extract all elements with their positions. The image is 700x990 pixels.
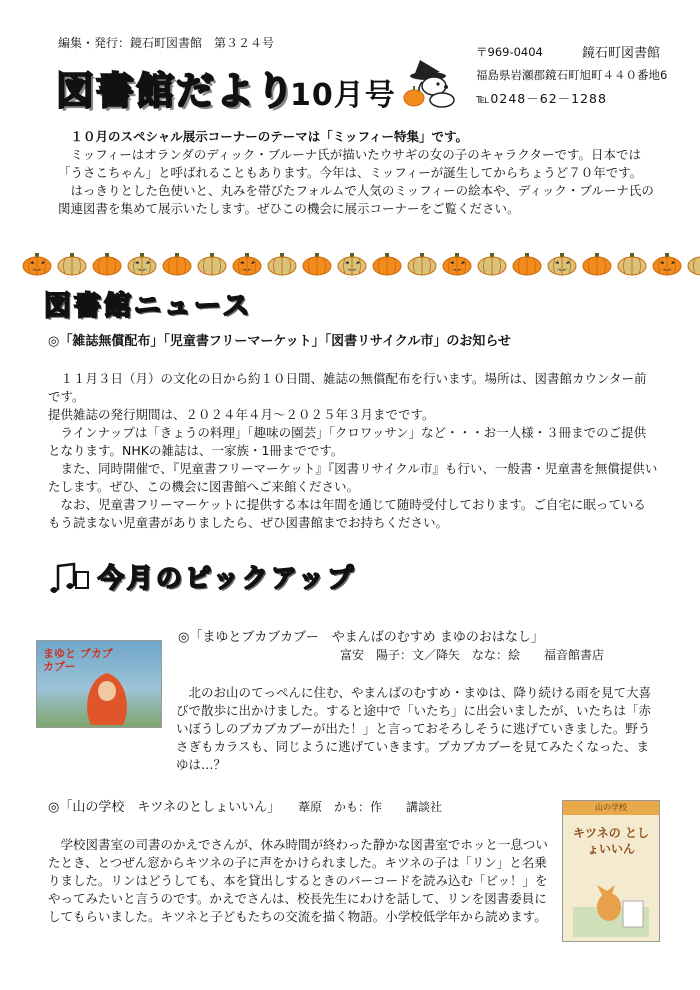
pumpkin-icon xyxy=(687,252,700,276)
newsletter-title: 図書館だより xyxy=(56,69,297,113)
book1-title: ◎「まゆとブカブカブー やまんばのむすめ まゆのおはなし」 xyxy=(178,630,544,645)
pumpkin-icon xyxy=(92,252,122,276)
fox-illustration xyxy=(573,867,649,937)
jack-o-lantern-icon xyxy=(22,252,52,276)
pumpkin-icon xyxy=(162,252,192,276)
library-name: 鏡石町図書館 xyxy=(582,46,661,61)
jack-o-lantern-icon xyxy=(442,252,472,276)
cover-title: まゆと ブカブカブー xyxy=(43,647,113,673)
news-paragraph: なお、児童書フリーマーケットに提供する本は年間を通じて随時受付しております。ご自宅に眠っているもう読まない児童書がありましたら、ぜひ図書館までお持ちください。 xyxy=(48,497,646,530)
jack-o-lantern-icon xyxy=(652,252,682,276)
pumpkin-icon xyxy=(582,252,612,276)
book2-description: 学校図書室の司書のかえでさんが、休み時間が終わった静かな図書室でホッと一息ついたとき、とつぜん窓からキツネの子に声をかけられました。キツネの子は「リン」と名乗りました。リンはどうしても、本を貸出しするときのバーコードを読み込む「ピッ！」をやってみたいと言うのです。かえでさんは、校長先生にわけを話して、リンを図書委員にしてもらいました。キツネと子どもたちの交流を描く物語。小学校低学年から読めます。 xyxy=(48,837,548,924)
news-heading: 図書館ニュース xyxy=(44,291,253,322)
pumpkin-icon xyxy=(512,252,542,276)
cover-title: キツネの としょいいん xyxy=(573,826,649,856)
library-address: 福島県岩瀬郡鏡石町旭町４４０番地6 xyxy=(476,68,668,82)
intro-line: １０月のスペシャル展示コーナーのテーマは「ミッフィー特集」です。 xyxy=(70,129,469,144)
book1-credit: 富安 陽子：文／降矢 なな：絵 福音館書店 xyxy=(340,648,605,662)
book-cover-kitsune xyxy=(562,800,660,942)
book-cover-mayu xyxy=(36,640,162,728)
intro-section xyxy=(58,128,658,218)
book1-description: 北のお山のてっぺんに住む、やまんばのむすめ・まゆは、降り続ける雨を見て大喜びで散歩に出かけました。すると途中で「いたち」に出会いましたが、いたちは「赤いぼうしのブカブカブーが出た！」と言っておそろしそうに逃げていきました。野うさぎもカラスも、同じように逃げていきます。ブカブカブーを見てみたくなった、まゆは…？ xyxy=(176,685,652,772)
jack-o-lantern-icon xyxy=(337,252,367,276)
news-paragraph: １１月３日（月）の文化の日から約１０日間、雑誌の無償配布を行います。場所は、図書館カウンター前です。 xyxy=(48,371,647,404)
publisher-line: 編集・発行：鏡石町図書館 第３２４号 xyxy=(58,36,275,50)
pumpkin-icon xyxy=(197,252,227,276)
issue-label: 10月号 xyxy=(290,78,396,113)
pumpkin-icon xyxy=(57,252,87,276)
book1-description-block xyxy=(176,684,660,774)
jack-o-lantern-icon xyxy=(127,252,157,276)
pumpkin-icon xyxy=(407,252,437,276)
jack-o-lantern-icon xyxy=(232,252,262,276)
news-subheading: ◎「雑誌無償配布」「児童書フリーマーケット」「図書リサイクル市」のお知らせ xyxy=(48,334,511,349)
postal-code: 〒969-0404 xyxy=(476,45,543,59)
dog-witch-illustration xyxy=(400,54,462,110)
girl-illustration xyxy=(77,669,137,727)
pumpkin-icon xyxy=(477,252,507,276)
news-paragraph: ラインナップは「きょうの料理」「趣味の園芸」「クロワッサン」など・・・お一人様・３冊までのご提供となります。NHKの雑誌は、一家族・1冊までです。 xyxy=(48,425,647,458)
pumpkin-icon xyxy=(617,252,647,276)
music-note-icon xyxy=(44,560,90,596)
pumpkin-icon xyxy=(267,252,297,276)
news-body xyxy=(48,370,658,532)
pumpkin-icon xyxy=(302,252,332,276)
library-tel: ℡0248－62－1288 xyxy=(476,91,607,106)
pumpkin-icon xyxy=(372,252,402,276)
book2-description-block xyxy=(48,836,548,926)
pumpkin-divider xyxy=(22,252,700,276)
book2-credit: 葦原 かも：作 講談社 xyxy=(298,800,443,814)
cover-series: 山の学校 xyxy=(563,801,659,815)
book2-title: ◎「山の学校 キツネのとしょいいん」 xyxy=(48,800,281,815)
news-paragraph: 提供雑誌の発行期間は、２０２４年４月～２０２５年３月までです。 xyxy=(48,407,435,422)
intro-line: ミッフィーはオランダのディック・ブルーナ氏が描いたウサギの女の子のキャラクターです。日本では「うさこちゃん」と呼ばれることもあります。今年は、ミッフィーが誕生してからちょうど７０年です。 xyxy=(58,147,643,180)
pickup-heading: 今月のピックアップ xyxy=(98,564,357,594)
intro-line: はっきりとした色使いと、丸みを帯びたフォルムで人気のミッフィーの絵本や、ディック・ブルーナ氏の関連図書を集めて展示いたします。ぜひこの機会に展示コーナーをご覧ください。 xyxy=(58,183,654,216)
jack-o-lantern-icon xyxy=(547,252,577,276)
news-paragraph: また、同時開催で、『児童書フリーマーケット』『図書リサイクル市』も行い、一般書・児童書を無償提供いたします。ぜひ、この機会に図書館へご来館ください。 xyxy=(48,461,658,494)
